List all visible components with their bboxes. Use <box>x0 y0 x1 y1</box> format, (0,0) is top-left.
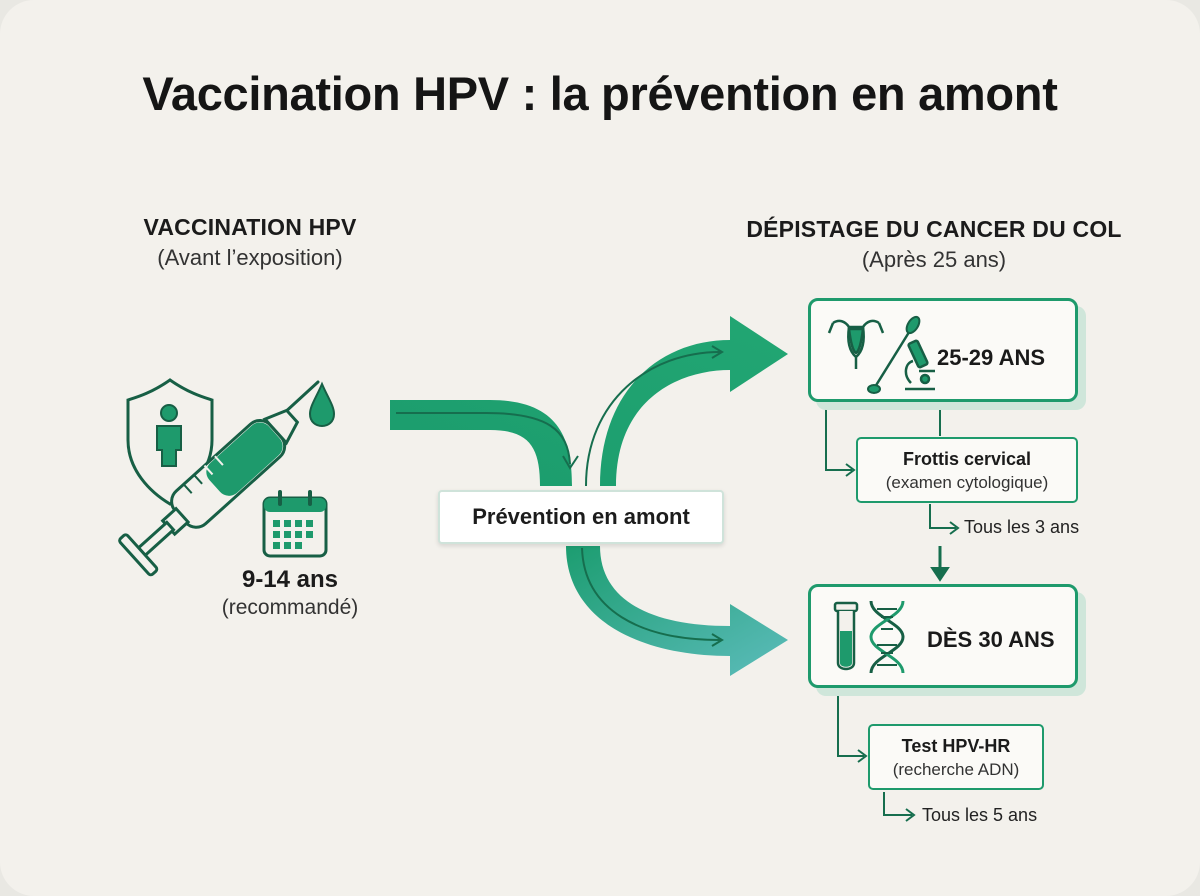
test-desc-hpv-hr: (recherche ADN) <box>892 760 1020 779</box>
frequency-3-years: Tous les 3 ans <box>964 517 1080 537</box>
screening-heading: DÉPISTAGE DU CANCER DU COL <box>746 216 1122 242</box>
microscope-icon <box>905 340 935 389</box>
stage-box-30-plus <box>808 584 1078 688</box>
stage-label-30-plus: DÈS 30 ANS <box>927 627 1055 652</box>
test-title-frottis: Frottis cervical <box>902 449 1032 469</box>
test-box-hpv-hr <box>868 724 1044 790</box>
vaccination-age <box>190 566 390 620</box>
screening-subheading: (Après 25 ans) <box>861 247 1007 272</box>
calendar-icon <box>264 492 326 556</box>
page-title: Vaccination HPV : la prévention en amont <box>142 67 1058 120</box>
age-note: (recommandé) <box>221 596 359 619</box>
stage-box-25-29 <box>808 298 1078 402</box>
stage-label-25-29: 25-29 ANS <box>937 345 1046 370</box>
age-range: 9-14 ans <box>241 566 339 593</box>
dna-icon <box>871 601 903 673</box>
uterus-icon <box>829 321 883 369</box>
vaccination-heading: VACCINATION HPV <box>143 214 357 240</box>
stage1-icons <box>819 301 939 399</box>
test-tube-icon <box>835 603 857 669</box>
test-box-frottis <box>856 437 1078 503</box>
droplet-icon <box>310 384 334 426</box>
test-title-hpv-hr: Test HPV-HR <box>901 736 1011 756</box>
stage2-icons <box>825 587 925 685</box>
frequency-5-years: Tous les 5 ans <box>922 805 1038 825</box>
prevention-label: Prévention en amont <box>438 490 724 544</box>
vaccination-subheading: (Avant l’exposition) <box>157 245 343 270</box>
test-desc-frottis: (examen cytologique) <box>885 473 1049 492</box>
